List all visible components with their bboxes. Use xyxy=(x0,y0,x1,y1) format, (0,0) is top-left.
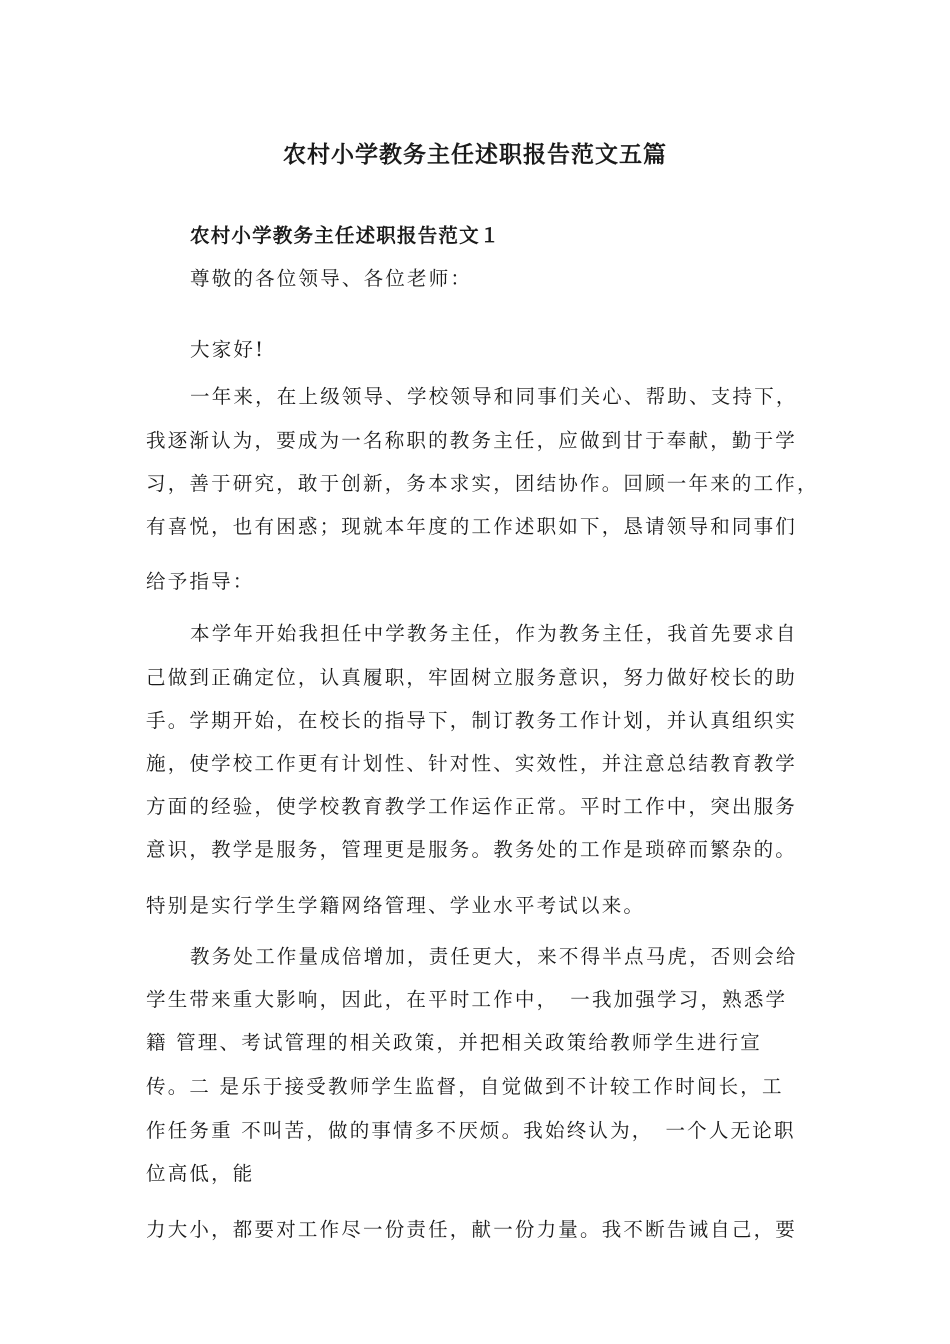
paragraph-line: 我逐渐认为，要成为一名称职的教务主任，应做到甘于奉献，勤于学 xyxy=(146,429,798,452)
greeting: 大家好! xyxy=(190,338,266,361)
paragraph-line: 习，善于研究，敢于创新，务本求实，团结协作。回顾一年来的工作， xyxy=(146,472,819,495)
paragraph-line: 有喜悦，也有困惑；现就本年度的工作述职如下，恳请领导和同事们 xyxy=(146,515,798,538)
paragraph-line: 本学年开始我担任中学教务主任，作为教务主任，我首先要求自 xyxy=(190,622,798,645)
paragraph-line: 意识，教学是服务，管理更是服务。教务处的工作是琐碎而繁杂的。 xyxy=(146,838,798,861)
paragraph-line: 传。二 是乐于接受教师学生监督，自觉做到不计较工作时间长，工 xyxy=(146,1075,784,1098)
paragraph-line: 方面的经验，使学校教育教学工作运作正常。平时工作中，突出服务 xyxy=(146,795,798,818)
salutation: 尊敬的各位领导、各位老师： xyxy=(190,267,473,290)
section-heading: 农村小学教务主任述职报告范文１ xyxy=(190,224,501,247)
paragraph-line: 手。学期开始，在校长的指导下，制订教务工作计划，并认真组织实 xyxy=(146,709,798,732)
paragraph-line: 施，使学校工作更有计划性、针对性、实效性，并注意总结教育教学 xyxy=(146,752,798,775)
paragraph-line: 给予指导： xyxy=(146,570,255,593)
paragraph-line: 一年来，在上级领导、学校领导和同事们关心、帮助、支持下， xyxy=(190,385,798,408)
paragraph-line: 己做到正确定位，认真履职，牢固树立服务意识，努力做好校长的助 xyxy=(146,666,798,689)
paragraph-line: 教务处工作量成倍增加，责任更大，来不得半点马虎，否则会给 xyxy=(190,945,798,968)
paragraph-line: 力大小，都要对工作尽一份责任，献一份力量。我不断告诫自己，要 xyxy=(146,1218,798,1241)
paragraph-line: 特别是实行学生学籍网络管理、学业水平考试以来。 xyxy=(146,894,646,917)
paragraph-line: 学生带来重大影响，因此，在平时工作中， 一我加强学习，熟悉学 xyxy=(146,988,788,1011)
paragraph-line: 籍 管理、考试管理的相关政策，并把相关政策给教师学生进行宣 xyxy=(146,1031,762,1054)
document-title: 农村小学教务主任述职报告范文五篇 xyxy=(283,141,667,168)
paragraph-line: 作任务重 不叫苦，做的事情多不厌烦。我始终认为， 一个人无论职 xyxy=(146,1119,796,1142)
paragraph-line: 位高低，能 xyxy=(146,1162,255,1185)
